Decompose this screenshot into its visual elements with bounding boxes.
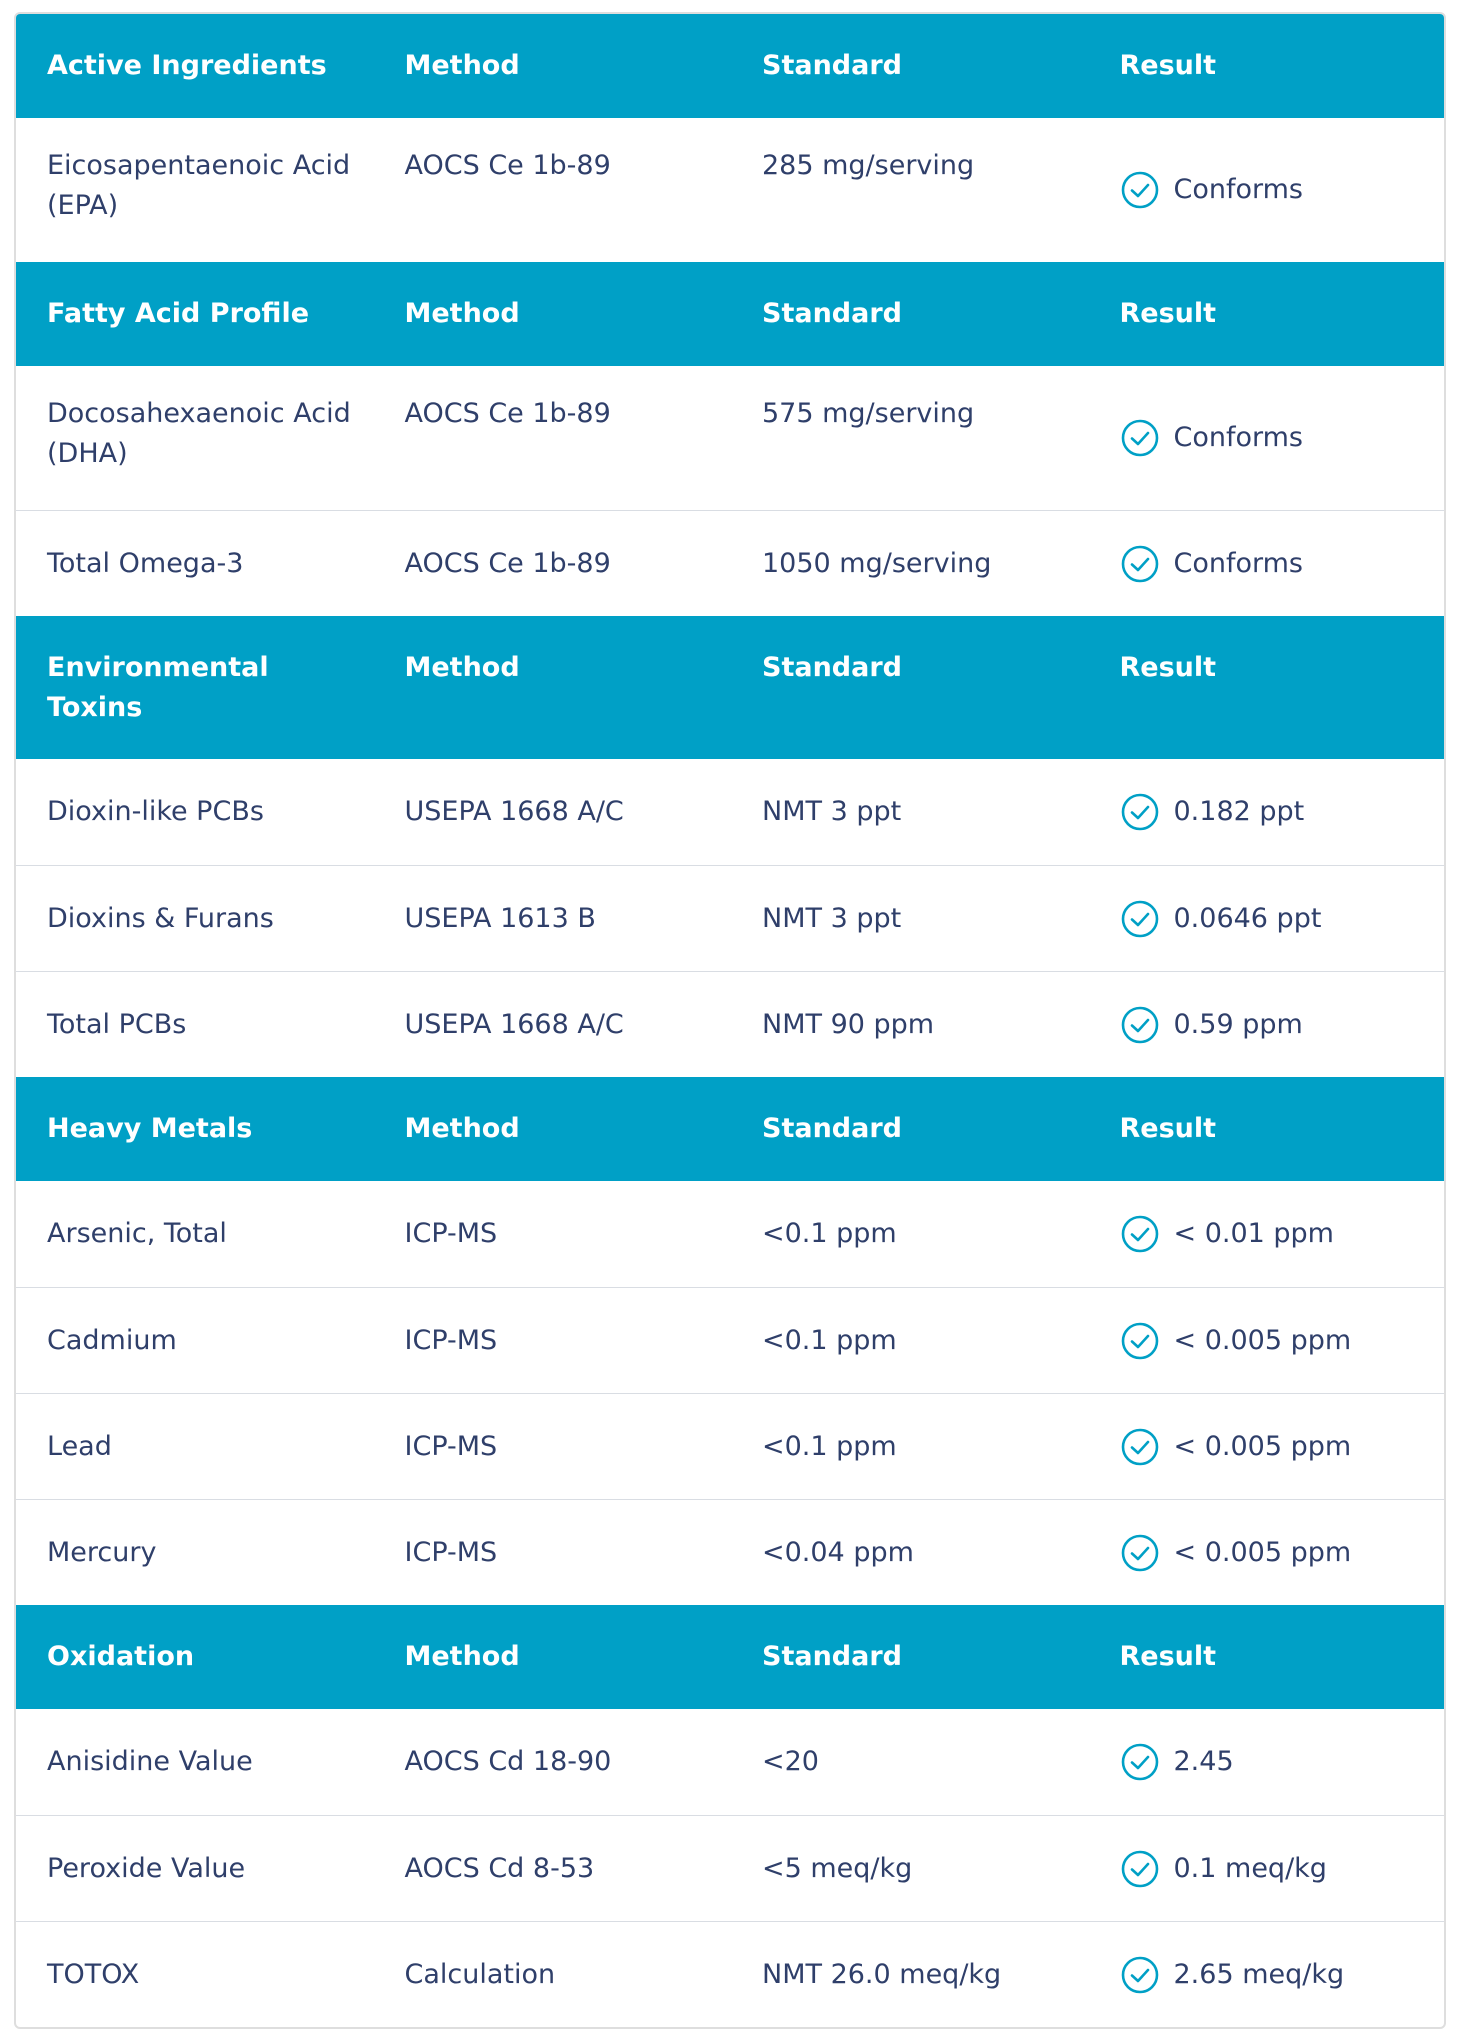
result-value bbox=[1089, 170, 1445, 210]
standard-value: <0.1 ppm bbox=[762, 1218, 897, 1249]
analyte-name: Lead bbox=[47, 1430, 112, 1462]
standard-column-header: Standard bbox=[762, 298, 902, 329]
standard-value: <0.1 ppm bbox=[762, 1430, 897, 1462]
standard-value: <20 bbox=[762, 1746, 819, 1777]
table-row bbox=[16, 971, 1444, 1077]
method-column-header: Method bbox=[404, 652, 520, 683]
result-value bbox=[1089, 1214, 1445, 1254]
check-circle-icon bbox=[1120, 1955, 1160, 1995]
method-value: USEPA 1668 A/C bbox=[404, 796, 624, 827]
table-row bbox=[16, 1815, 1444, 1921]
table-row bbox=[16, 1709, 1444, 1815]
section-title: Heavy Metals bbox=[47, 1113, 253, 1144]
method-value: ICP-MS bbox=[404, 1324, 498, 1356]
standard-value: NMT 3 ppt bbox=[762, 796, 902, 827]
method-column-header: Method bbox=[404, 1113, 520, 1144]
table-row bbox=[16, 1181, 1444, 1287]
standard-column-header: Standard bbox=[762, 50, 902, 81]
check-circle-icon bbox=[1120, 1849, 1160, 1889]
result-text: 0.0646 ppt bbox=[1173, 902, 1322, 934]
check-circle-icon bbox=[1120, 1742, 1160, 1782]
analyte-name: Total Omega-3 bbox=[47, 547, 244, 579]
method-value: USEPA 1668 A/C bbox=[404, 1008, 624, 1040]
result-text: Conforms bbox=[1173, 174, 1304, 205]
method-value: ICP-MS bbox=[404, 1430, 498, 1462]
method-value: USEPA 1613 B bbox=[404, 902, 596, 934]
section-title: Oxidation bbox=[47, 1641, 195, 1672]
result-value bbox=[1089, 1742, 1445, 1782]
result-text: 0.182 ppt bbox=[1173, 796, 1305, 827]
result-value bbox=[1089, 1427, 1445, 1467]
method-column-header: Method bbox=[404, 298, 520, 329]
method-value: AOCS Ce 1b-89 bbox=[404, 398, 611, 429]
table-row bbox=[16, 1921, 1444, 2027]
result-text: 2.65 meq/kg bbox=[1173, 1958, 1345, 1990]
standard-value: 575 mg/serving bbox=[762, 398, 975, 429]
standard-column-header: Standard bbox=[762, 652, 902, 683]
result-text: < 0.005 ppm bbox=[1173, 1536, 1352, 1568]
check-circle-icon bbox=[1120, 544, 1160, 584]
result-value bbox=[1089, 418, 1445, 458]
section-header bbox=[16, 262, 1444, 366]
section-header bbox=[16, 616, 1444, 759]
analyte-name: Eicosapentaenoic Acid (EPA) bbox=[47, 150, 351, 221]
check-circle-icon bbox=[1120, 1427, 1160, 1467]
method-value: AOCS Ce 1b-89 bbox=[404, 547, 611, 579]
table-row bbox=[16, 118, 1444, 262]
check-circle-icon bbox=[1120, 1005, 1160, 1045]
section-header bbox=[16, 1605, 1444, 1709]
result-value bbox=[1089, 1849, 1445, 1889]
analyte-name: Total PCBs bbox=[47, 1008, 187, 1040]
section-title: Fatty Acid Profile bbox=[47, 298, 310, 329]
section-header bbox=[16, 1077, 1444, 1181]
result-text: Conforms bbox=[1173, 422, 1304, 453]
standard-value: 1050 mg/serving bbox=[762, 547, 992, 579]
table-row bbox=[16, 865, 1444, 971]
check-circle-icon bbox=[1120, 899, 1160, 939]
table-row bbox=[16, 759, 1444, 865]
table-row bbox=[16, 1499, 1444, 1605]
result-value bbox=[1089, 544, 1445, 584]
standard-column-header: Standard bbox=[762, 1113, 902, 1144]
result-value bbox=[1089, 792, 1445, 832]
table-row bbox=[16, 1287, 1444, 1393]
standard-value: <5 meq/kg bbox=[762, 1852, 913, 1884]
check-circle-icon bbox=[1120, 170, 1160, 210]
check-circle-icon bbox=[1120, 1321, 1160, 1361]
analyte-name: Docosahexaenoic Acid (DHA) bbox=[47, 398, 351, 469]
result-text: Conforms bbox=[1173, 547, 1304, 579]
standard-value: NMT 26.0 meq/kg bbox=[762, 1958, 1002, 1990]
result-text: 2.45 bbox=[1173, 1746, 1234, 1777]
method-value: ICP-MS bbox=[404, 1218, 498, 1249]
standard-value: <0.04 ppm bbox=[762, 1536, 914, 1568]
method-value: AOCS Cd 8-53 bbox=[404, 1852, 595, 1884]
method-column-header: Method bbox=[404, 50, 520, 81]
check-circle-icon bbox=[1120, 1214, 1160, 1254]
result-text: 0.59 ppm bbox=[1173, 1008, 1303, 1040]
result-column-header: Result bbox=[1119, 298, 1217, 329]
check-circle-icon bbox=[1120, 1533, 1160, 1573]
result-value bbox=[1089, 1321, 1445, 1361]
check-circle-icon bbox=[1120, 792, 1160, 832]
standard-value: <0.1 ppm bbox=[762, 1324, 897, 1356]
method-value: AOCS Cd 18-90 bbox=[404, 1746, 612, 1777]
result-value bbox=[1089, 1005, 1445, 1045]
result-column-header: Result bbox=[1119, 652, 1217, 683]
result-text: < 0.01 ppm bbox=[1173, 1218, 1334, 1249]
result-column-header: Result bbox=[1119, 1113, 1217, 1144]
test-results-table bbox=[14, 12, 1446, 2029]
result-value bbox=[1089, 1533, 1445, 1573]
standard-value: NMT 3 ppt bbox=[762, 902, 902, 934]
standard-column-header: Standard bbox=[762, 1641, 902, 1672]
result-text: 0.1 meq/kg bbox=[1173, 1852, 1327, 1884]
result-column-header: Result bbox=[1119, 50, 1217, 81]
method-value: Calculation bbox=[404, 1958, 556, 1990]
method-value: ICP-MS bbox=[404, 1536, 498, 1568]
section-title: Environmental Toxins bbox=[47, 652, 269, 723]
result-value bbox=[1089, 899, 1445, 939]
analyte-name: Peroxide Value bbox=[47, 1852, 246, 1884]
analyte-name: Dioxins & Furans bbox=[47, 902, 274, 934]
section-header bbox=[16, 14, 1444, 118]
standard-value: NMT 90 ppm bbox=[762, 1008, 935, 1040]
analyte-name: Dioxin-like PCBs bbox=[47, 796, 264, 827]
analyte-name: Arsenic, Total bbox=[47, 1218, 227, 1249]
check-circle-icon bbox=[1120, 418, 1160, 458]
result-value bbox=[1089, 1955, 1445, 1995]
analyte-name: TOTOX bbox=[47, 1958, 140, 1990]
section-title: Active Ingredients bbox=[47, 50, 327, 81]
table-row bbox=[16, 366, 1444, 510]
result-text: < 0.005 ppm bbox=[1173, 1430, 1352, 1462]
table-row bbox=[16, 510, 1444, 616]
standard-value: 285 mg/serving bbox=[762, 150, 975, 181]
analyte-name: Cadmium bbox=[47, 1324, 177, 1356]
table-row bbox=[16, 1393, 1444, 1499]
analyte-name: Mercury bbox=[47, 1536, 157, 1568]
method-value: AOCS Ce 1b-89 bbox=[404, 150, 611, 181]
result-column-header: Result bbox=[1119, 1641, 1217, 1672]
method-column-header: Method bbox=[404, 1641, 520, 1672]
result-text: < 0.005 ppm bbox=[1173, 1324, 1352, 1356]
analyte-name: Anisidine Value bbox=[47, 1746, 253, 1777]
